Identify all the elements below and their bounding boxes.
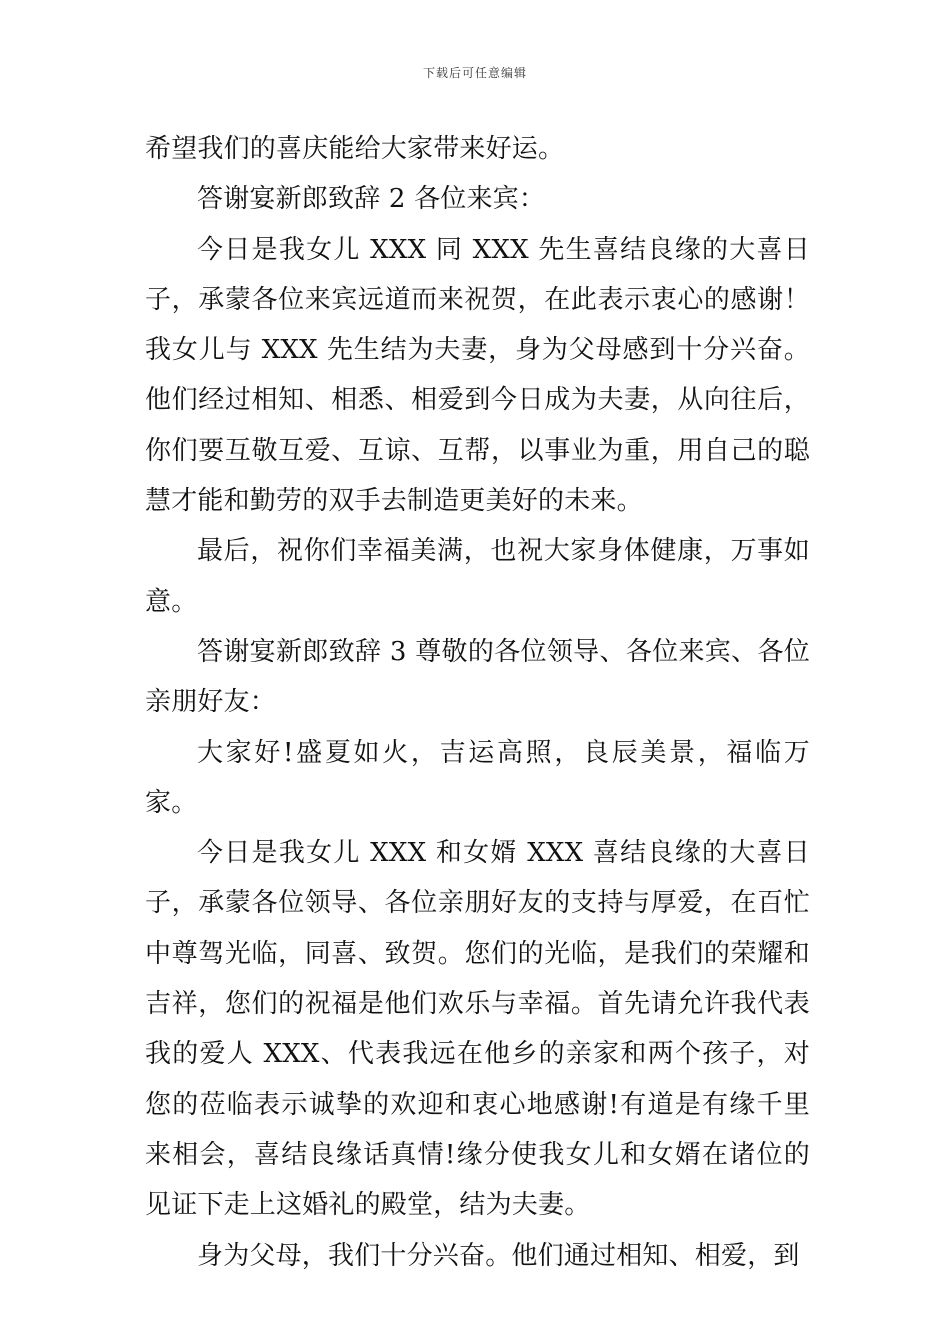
paragraph: 大家好!盛夏如火，吉运高照，良辰美景，福临万家。 [145, 737, 810, 818]
paragraph: 今日是我女儿 XXX 同 XXX 先生喜结良缘的大喜日子，承蒙各位来宾远道而来祝贺，在此表示衷心的感谢！我女儿与 XXX 先生结为夫妻，身为父母感到十分兴奋。他们经过相知、相悉、相爱到今日成为夫妻，从向往后，你们要互敬互爱、互谅、互帮，以事业为重，用自己的聪慧才能和勤劳的双手去制造更美好的未来。 [145, 234, 810, 517]
paragraph: 答谢宴新郎致辞 3 尊敬的各位领导、各位来宾、各位亲朋好友： [145, 636, 810, 718]
paragraph: 最后，祝你们幸福美满，也祝大家身体健康，万事如意。 [145, 536, 810, 617]
paragraph: 今日是我女儿 XXX 和女婿 XXX 喜结良缘的大喜日子，承蒙各位领导、各位亲朋好友的支持与厚爱，在百忙中尊驾光临，同喜、致贺。您们的光临，是我们的荣耀和吉祥，您们的祝福是他们欢乐与幸福。首先请允许我代表我的爱人 XXX、代表我远在他乡的亲家和两个孩子，对您的莅临表示诚挚的欢迎和衷心地感谢!有道是有缘千里来相会，喜结良缘话真情!缘分使我女儿和女婿在诸位的见证下走上这婚礼的殿堂，结为夫妻。 [145, 838, 810, 1221]
document-body [145, 124, 810, 1281]
paragraph: 希望我们的喜庆能给大家带来好运。 [145, 134, 565, 164]
paragraph: 身为父母，我们十分兴奋。他们通过相知、相爱，到 [197, 1240, 800, 1271]
paragraph: 答谢宴新郎致辞 2 各位来宾： [197, 184, 546, 215]
page-header-note: 下载后可任意编辑 [422, 66, 527, 80]
